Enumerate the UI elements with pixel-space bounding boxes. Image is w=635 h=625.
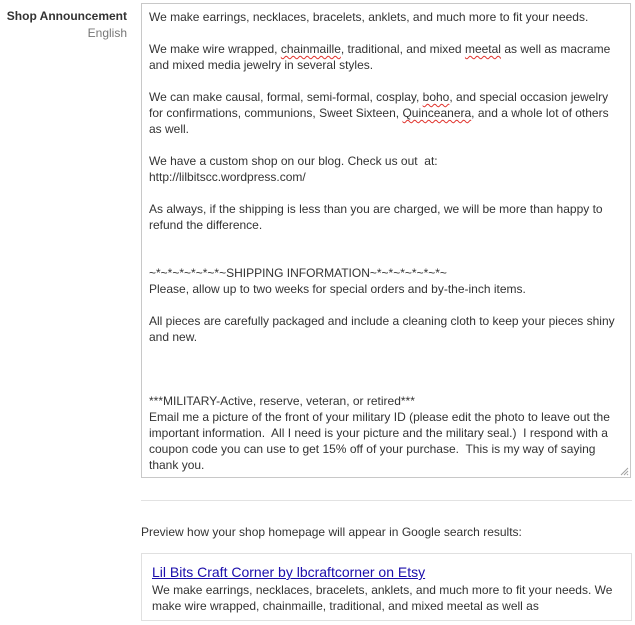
paragraph-2: We make wire wrapped, chainmaille, traditional, and mixed meetal as well as macrame and mixed media jewelry in several styles. [149, 42, 614, 72]
paragraph-4: We have a custom shop on our blog. Check us out at: http://lilbitscc.wordpress.com/ [149, 154, 438, 184]
field-label [0, 8, 127, 41]
shop-announcement-textarea[interactable] [141, 3, 631, 478]
preview-caption: Preview how your shop homepage will appear in Google search results: [141, 525, 522, 539]
preview-description: We make earrings, necklaces, bracelets, anklets, and much more to fit your needs. We make wire wrapped, chainmaille, traditional, and mixed meetal as well as [152, 583, 613, 613]
language-label: English [87, 26, 127, 40]
resize-handle-icon[interactable] [620, 467, 629, 476]
divider [141, 500, 632, 501]
spellcheck-word[interactable]: Quinceanera [402, 106, 472, 120]
paragraph-5: As always, if the shipping is less than you are charged, we will be more than happy to refund the difference. [149, 202, 606, 232]
paragraph-6: ~*~*~*~*~*~*~SHIPPING INFORMATION~*~*~*~*~*~*~ Please, allow up to two weeks for special orders and by-the-inch items. [149, 266, 526, 296]
spellcheck-word[interactable]: boho [422, 90, 450, 104]
shop-announcement-label: Shop Announcement [6, 9, 127, 23]
spellcheck-word[interactable]: chainmaille [280, 42, 341, 56]
spellcheck-word[interactable]: meetal [464, 42, 501, 56]
paragraph-8: ***MILITARY-Active, reserve, veteran, or retired*** Email me a picture of the front of your military ID (please edit the photo to leave out the important information. All I need is your picture and the military seal.) I respond with a coupon code you can use to get 15% off of your purchase. This is my way of saying thank you. [149, 394, 610, 472]
paragraph-1: We make earrings, necklaces, bracelets, anklets, and much more to fit your needs. [149, 10, 589, 24]
announcement-text[interactable] [142, 4, 630, 473]
paragraph-7: All pieces are carefully packaged and include a cleaning cloth to keep your pieces shiny and new. [149, 314, 618, 344]
google-preview [141, 553, 632, 621]
paragraph-3: We can make causal, formal, semi-formal, cosplay, boho, and special occasion jewelry for confirmations, communions, Sweet Sixteen, Quinceanera, and a whole lot of others as well. [149, 90, 612, 136]
preview-title-link[interactable]: Lil Bits Craft Corner by lbcraftcorner on Etsy [152, 564, 426, 580]
